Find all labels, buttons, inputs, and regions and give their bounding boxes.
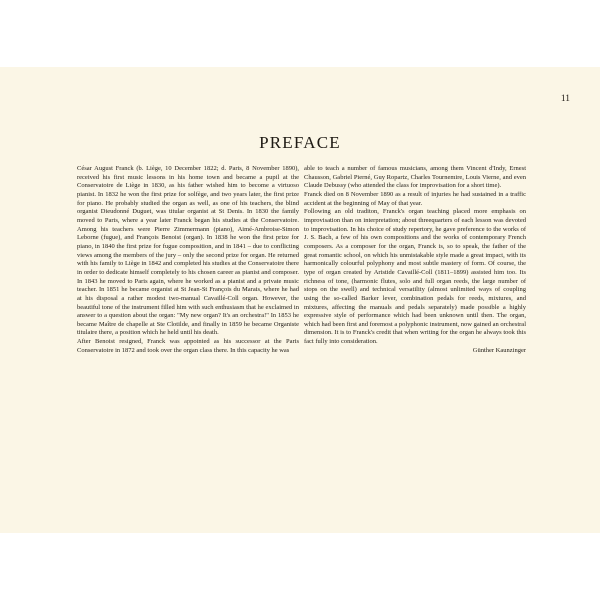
author-signature: Günther Kaunzinger	[472, 346, 526, 354]
document-page	[0, 67, 600, 533]
paragraph: César August Franck (b. Liège, 10 December 1822; d. Paris, 8 November 1890), received his first music lessons in his home town and became a pupil at the Conservatoire de Liège in 1830, as his father wished him to become a virtuoso pianist. In 1832 he won the first prize for solfège, and two years later, the first prize for piano. He probably studied the organ as well, as one of his teachers, the blind organist Dieudonné Duguet, was titular organist at St Denis. In 1830 the family moved to Paris, where a year later Franck began his studies at the Conservatoire. Among his teachers were Pierre Zimmermann (piano), Aimé-Ambroise-Simon Leborne (fugue), and François Benoist (organ). In 1838 he won the first prize for piano, in 1840 the first prize for fugue composition, and in 1841 – due to conflicting views among the members of the jury – only the second prize for organ. He returned with his family to Liège in 1842 and completed his studies at the Conservatoire there in order to dedicate himself completely to his chosen career as pianist and composer. In 1843 he moved to Paris again, where he worked as a pianist and a private music teacher. In 1851 he became organist at St Jean-St François du Marais, where he had at his disposal a rather modest two-manual Cavaillé-Coll organ. However, the beautiful tone of the instrument filled him with such enthusiasm that he exclaimed in answer to a question about the organ: "My new organ? It's an orchestra!" In 1853 he became Maître de chapelle at Ste Clotilde, and finally in 1859 he became Organiste titulaire there, a position which he held until his death.	[77, 165, 299, 337]
right-column	[304, 165, 526, 355]
page-number: 11	[560, 94, 570, 104]
left-column	[77, 165, 299, 355]
page-title: PREFACE	[259, 133, 341, 152]
paragraph: able to teach a number of famous musicians, among them Vincent d'Indy, Ernest Chausson, Gabriel Pierné, Guy Ropartz, Charles Tournemire, Louis Vierne, and even Claude Debussy (who attended the class for improvisation for a short time).	[304, 165, 526, 190]
paragraph: Franck died on 8 November 1890 as a result of injuries he had sustained in a traffic accident at the beginning of May of that year.	[304, 190, 526, 207]
paragraph: After Benoist resigned, Franck was appointed as his successor at the Paris Conservatoire in 1872 and took over the organ class there. In this capacity he was	[77, 338, 299, 354]
paragraph: Following an old traditon, Franck's organ teaching placed more emphasis on improvisation than on interpretation; about threequarters of each lesson was devoted to improvisation. In his choice of study repertory, he gave preference to the works of J. S. Bach, a few of his own compositions and the works of contemporary French composers. As a composer for the organ, Franck is, so to speak, the father of the great romantic school, on which his unmistakable style made a great impact, with its harmonically colourful polyphony and most subtle mastery of form. Of course, the type of organ created by Aristide Cavaillé-Coll (1811–1899) assisted him too. Its richness of tone, (harmonic flutes, solo and full organ reeds, the large number of stops on the swell) and technical versatility (almost unlimited ways of coupling using the so-called Barker lever, combination pedals for reeds, mixtures, and mixtures, affecting the manuals and pedals separately) made possible a highly expressive style of performance which had been unknown until then. The organ, which had been first and foremost a polyphonic instrument, now gained an orchestral dimension. It is to Franck's credit that when writing for the organ he always took this fact fully into consideration.	[304, 208, 526, 346]
